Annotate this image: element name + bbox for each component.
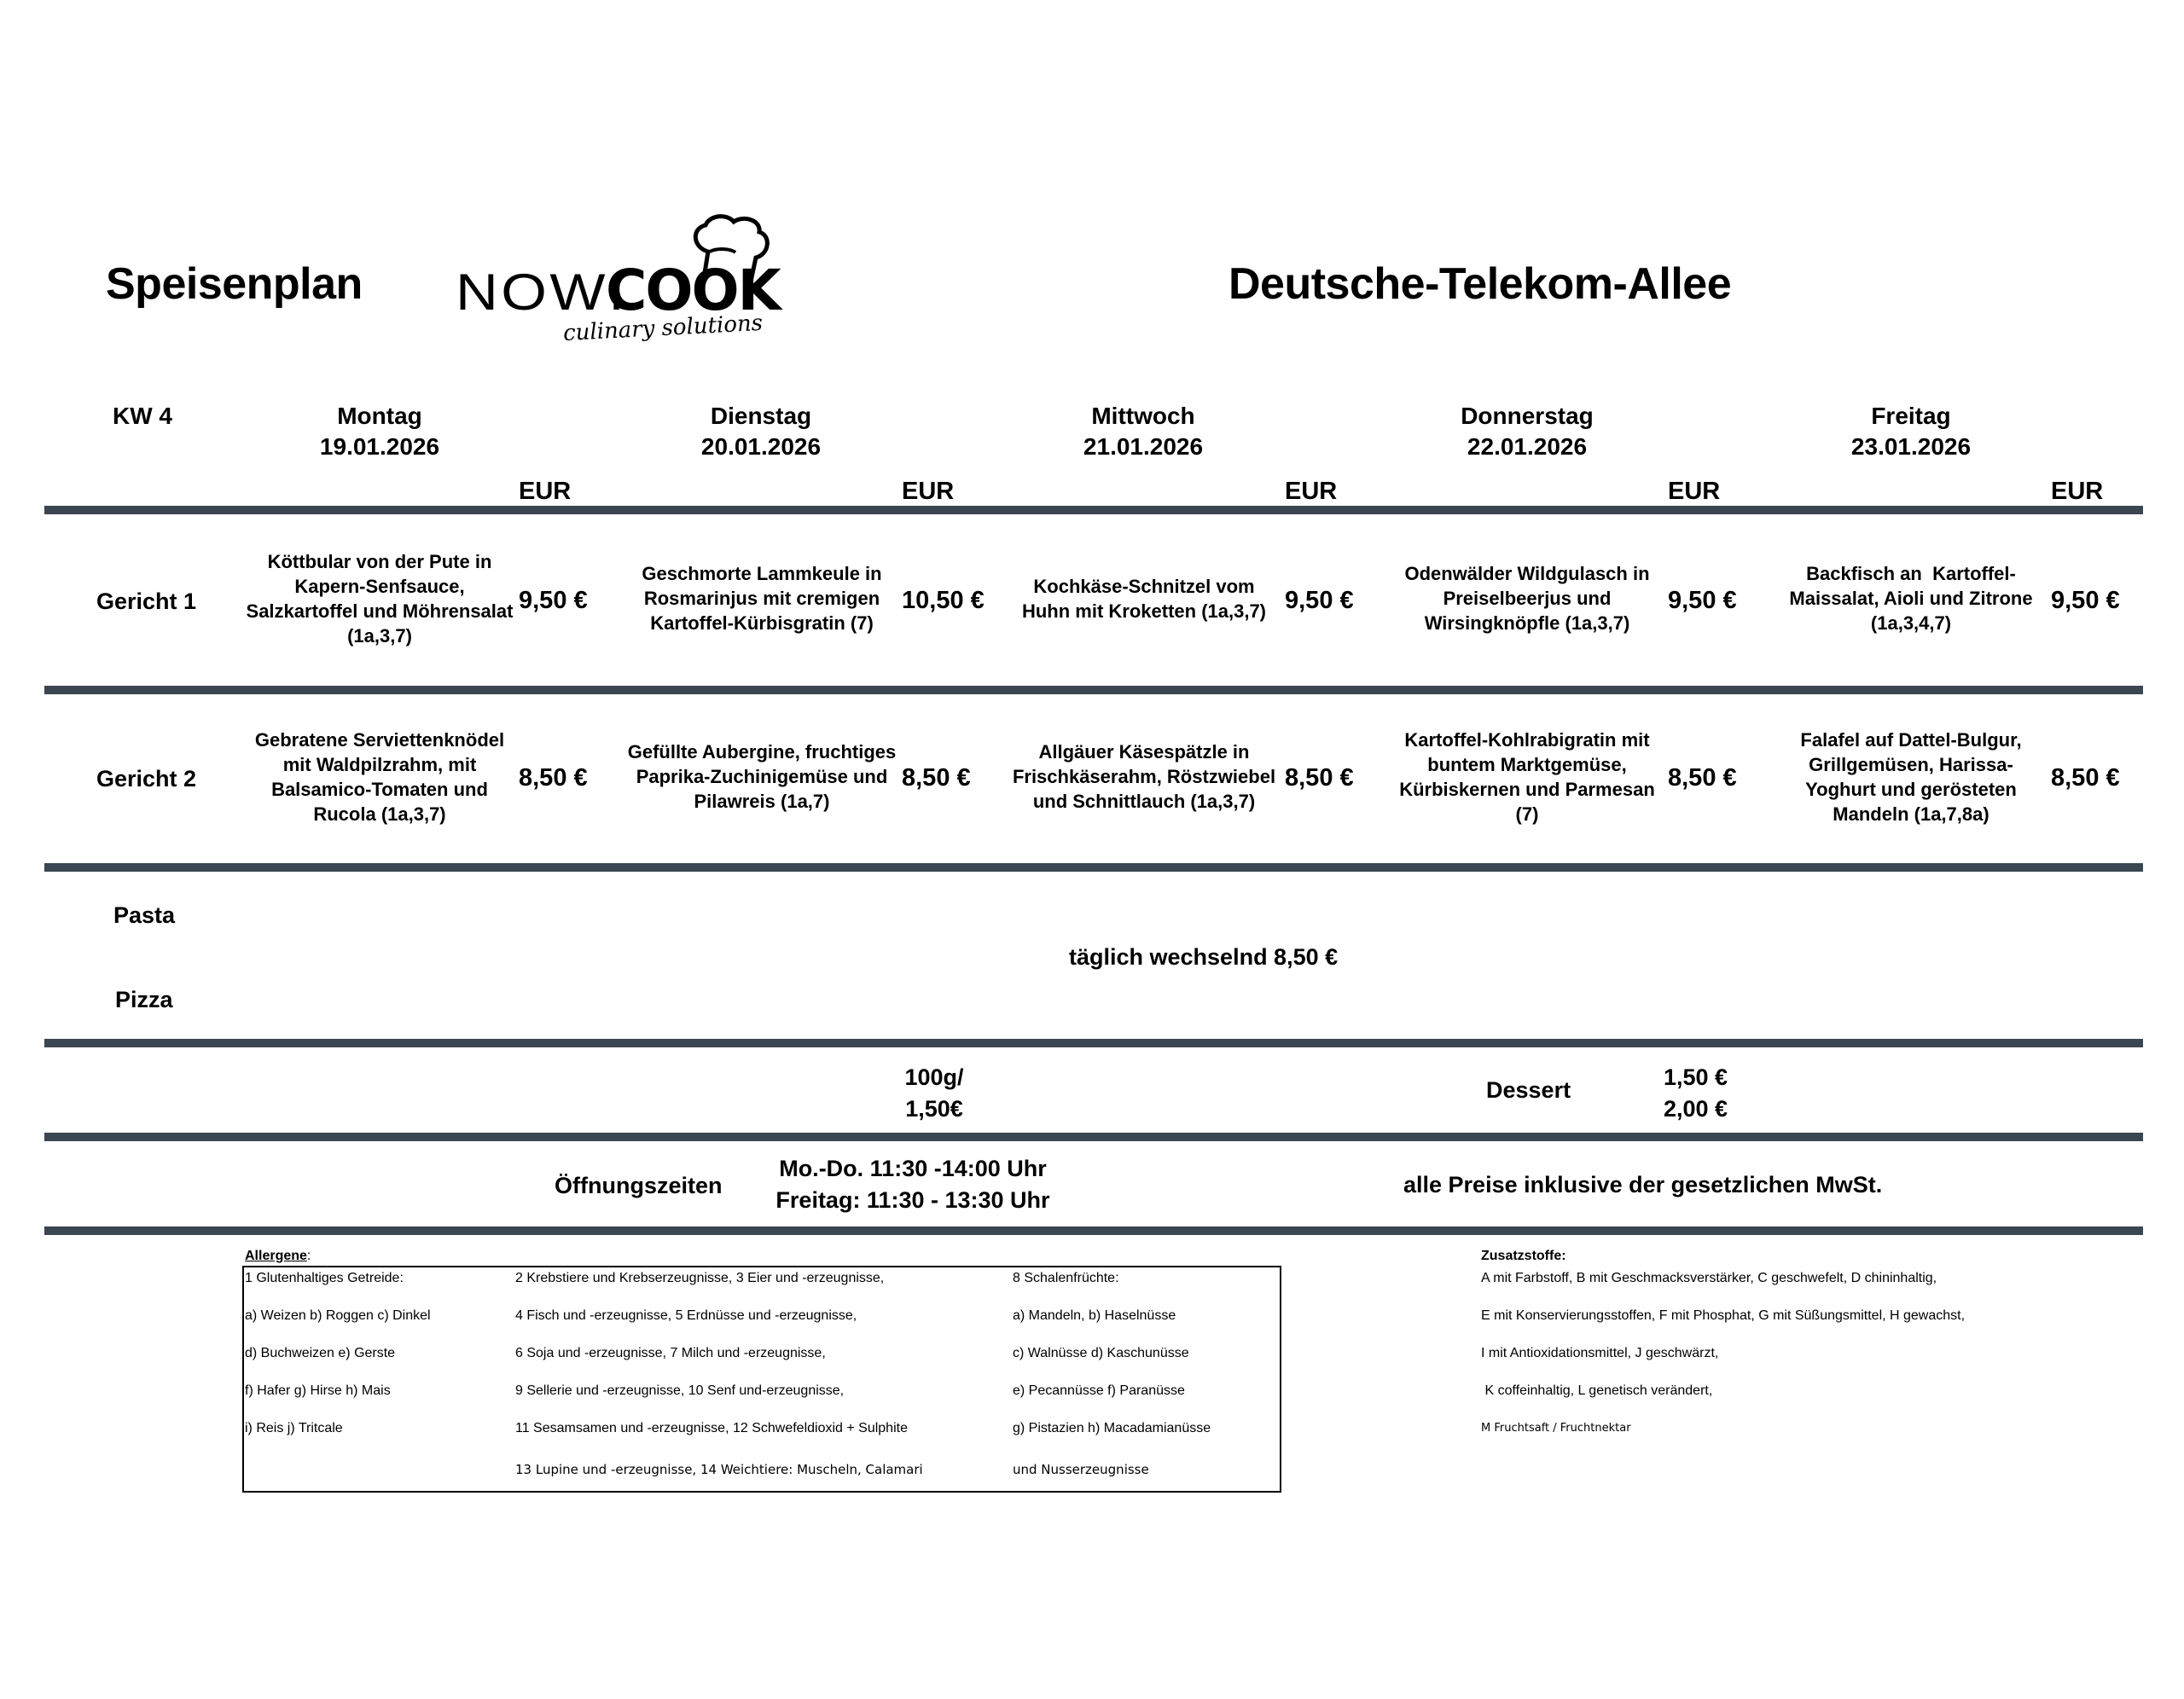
row-label-pizza: Pizza <box>115 987 173 1012</box>
page-title: Speisenplan <box>106 259 363 309</box>
pasta-pizza-note: täglich wechselnd 8,50 € <box>1069 944 1339 970</box>
hours-times: Mo.-Do. 11:30 -14:00 Uhr Freitag: 11:30 - 13:30 Uhr <box>775 1156 1050 1213</box>
salad-price: 100g/ 1,50€ <box>904 1064 964 1122</box>
day-name: Freitag <box>1871 403 1951 429</box>
nowicook-logo <box>452 213 793 347</box>
logo-tagline: culinary solutions <box>562 310 764 347</box>
currency-label: EUR <box>1668 478 1721 505</box>
hours-label: Öffnungszeiten <box>555 1173 723 1198</box>
additives-section: Zusatzstoffe: A mit Farbstoff, B mit Geschmacksverstärker, C geschwefelt, D chininhaltig, E mit Konservierungsstoffen, F mit Phosphat, G mit Süßungsmittel, H gewachst, I mit Antioxidationsmittel, J geschwärzt, K coffeinhaltig, L genetisch verändert, M Fruchtsaft / Fruchtnektar <box>1481 1249 1966 1435</box>
logo-cook: COOK <box>606 258 780 323</box>
dish-monday-2: Gebratene Serviettenknödel mit Waldpilzrahm, mit Balsamico-Tomaten und Rucola (1a,3,7) <box>254 729 505 825</box>
day-header-tuesday <box>676 401 846 462</box>
dish-wednesday-2: Allgäuer Käsespätzle in Frischkäserahm, Röstzwiebel und Schnittlauch (1a,3,7) <box>1012 741 1276 812</box>
row-label-pasta: Pasta <box>113 902 176 928</box>
dish-friday-1: Backfisch an Kartoffel- Maissalat, Aioli und Zitrone (1a,3,4,7) <box>1789 563 2033 634</box>
week-label: KW 4 <box>113 403 172 429</box>
dish-monday-1: Köttbular von der Pute in Kapern-Senfsauce, Salzkartoffel und Möhrensalat (1a,3,7) <box>246 551 514 647</box>
divider <box>44 1133 2143 1141</box>
day-name: Donnerstag <box>1461 403 1594 429</box>
day-name: Montag <box>337 403 422 429</box>
currency-label: EUR <box>902 478 955 505</box>
price-wednesday-2: 8,50 € <box>1285 764 1354 792</box>
day-header-thursday <box>1442 401 1612 462</box>
day-date: 21.01.2026 <box>1083 433 1204 460</box>
location-title: Deutsche-Telekom-Allee <box>1228 259 1732 309</box>
divider <box>44 686 2143 694</box>
allergens-heading: Allergene: <box>245 1249 311 1263</box>
currency-label: EUR <box>1285 478 1338 505</box>
price-monday-2: 8,50 € <box>519 764 588 792</box>
logo-nowi: NOWI <box>456 264 628 321</box>
dish-friday-2: Falafel auf Dattel-Bulgur, Grillgemüsen, Harissa- Yoghurt und gerösteten Mandeln (1a,7,8a) <box>1800 729 2022 825</box>
allergens-col-2: 2 Krebstiere und Krebserzeugnisse, 3 Eier und -erzeugnisse, 4 Fisch und -erzeugnisse, 5 Erdnüsse und -erzeugnisse, 6 Soja und -erzeugnisse, 7 Milch und -erzeugnisse, 9 Sellerie und -erzeugnisse, 10 Senf und-erzeugnisse, 11 Sesamsamen und -erzeugnisse, 12 Schwefeldioxid + Sulphite 13 Lupine und -erzeugnisse, 14 Weichtiere: Muscheln, Calamari <box>515 1271 923 1477</box>
price-tuesday-1: 10,50 € <box>902 587 985 614</box>
day-header-monday <box>294 401 465 462</box>
allergens-col-3: 8 Schalenfrüchte: a) Mandeln, b) Haselnüsse c) Walnüsse d) Kaschunüsse e) Pecannüsse f) Paranüsse g) Pistazien h) Macadamianüsse und Nusserzeugnisse <box>1013 1271 1211 1477</box>
price-thursday-2: 8,50 € <box>1668 764 1737 792</box>
day-date: 20.01.2026 <box>700 433 822 460</box>
allergens-col-1: 1 Glutenhaltiges Getreide: a) Weizen b) Roggen c) Dinkel d) Buchweizen e) Gerste f) Hafer g) Hirse h) Mais i) Reis j) Tritcale <box>245 1271 431 1435</box>
price-tuesday-2: 8,50 € <box>902 764 971 792</box>
day-header-friday <box>1826 401 1996 462</box>
price-monday-1: 9,50 € <box>519 587 588 614</box>
dish-thursday-1: Odenwälder Wildgulasch in Preiselbeerjus und Wirsingknöpfle (1a,3,7) <box>1404 563 1650 634</box>
price-thursday-1: 9,50 € <box>1668 587 1737 614</box>
dish-thursday-2: Kartoffel-Kohlrabigratin mit buntem Marktgemüse, Kürbiskernen und Parmesan (7) <box>1399 729 1655 825</box>
row-label-gericht-2: Gericht 2 <box>96 766 197 792</box>
dish-tuesday-1: Geschmorte Lammkeule in Rosmarinjus mit cremigen Kartoffel-Kürbisgratin (7) <box>642 563 882 634</box>
day-date: 23.01.2026 <box>1850 433 1972 460</box>
divider <box>44 1039 2143 1047</box>
price-wednesday-1: 9,50 € <box>1285 587 1354 614</box>
day-date: 22.01.2026 <box>1467 433 1588 460</box>
price-friday-1: 9,50 € <box>2051 587 2120 614</box>
divider <box>44 863 2143 872</box>
row-label-gericht-1: Gericht 1 <box>96 589 197 614</box>
divider <box>44 1226 2143 1235</box>
divider <box>44 506 2143 514</box>
currency-label: EUR <box>2051 478 2104 505</box>
dessert-prices: 1,50 € 2,00 € <box>1664 1064 1728 1122</box>
currency-label: EUR <box>519 478 572 505</box>
vat-note: alle Preise inklusive der gesetzlichen MwSt. <box>1403 1172 1883 1197</box>
dessert-label: Dessert <box>1486 1077 1571 1103</box>
day-name: Mittwoch <box>1091 403 1195 429</box>
dish-tuesday-2: Gefüllte Aubergine, fruchtiges Paprika-Zuchinigemüse und Pilawreis (1a,7) <box>627 741 897 812</box>
day-date: 19.01.2026 <box>319 433 440 460</box>
day-header-wednesday <box>1058 401 1228 462</box>
price-friday-2: 8,50 € <box>2051 764 2120 792</box>
additives-heading: Zusatzstoffe: <box>1481 1249 1566 1263</box>
dish-wednesday-1: Kochkäse-Schnitzel vom Huhn mit Kroketten (1a,3,7) <box>1021 576 1267 622</box>
day-name: Dienstag <box>710 403 812 429</box>
